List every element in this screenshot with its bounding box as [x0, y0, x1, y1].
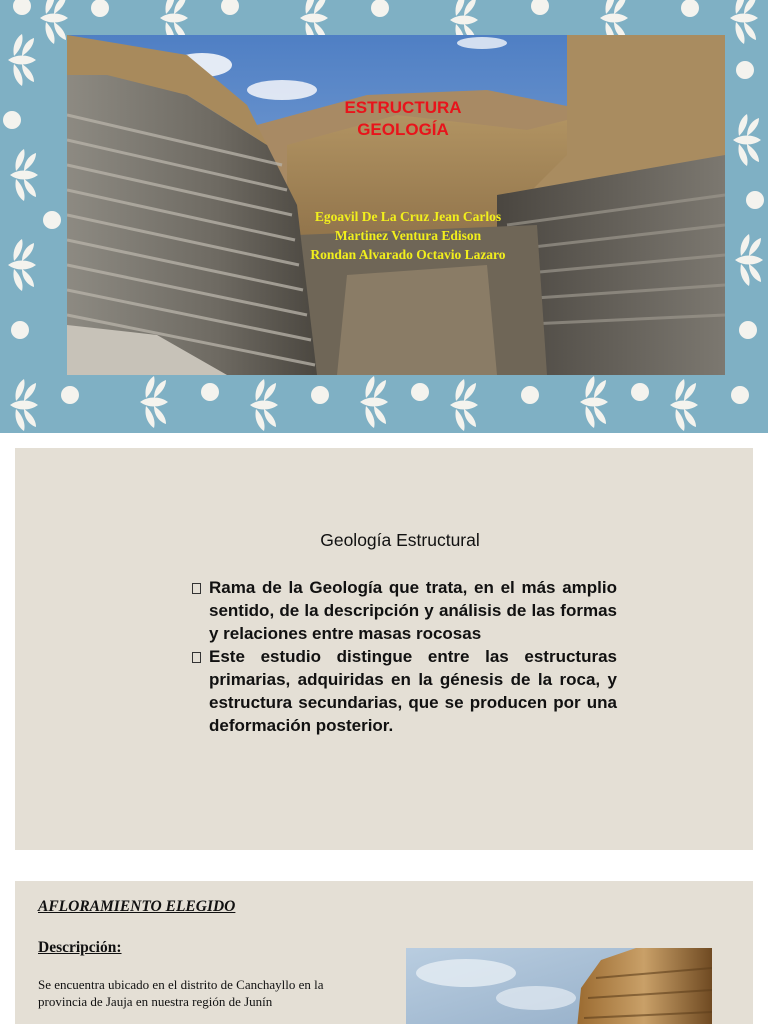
title-line: ESTRUCTURA: [344, 98, 462, 117]
description-label: Descripción:: [38, 939, 122, 956]
author-name: Rondan Alvarado Octavio Lazaro: [310, 247, 506, 262]
definition-slide: [15, 448, 753, 850]
canyon-photo: [67, 35, 725, 375]
outcrop-slide: [15, 881, 753, 1024]
bullet-text: Este estudio distingue entre las estructuras primarias, adquiridas en la génesis de la roca, y estructura secundarias, que se producen por una deformación posterior.: [209, 647, 617, 735]
bullet-item: [192, 576, 617, 645]
bullet-list: [192, 576, 617, 737]
author-name: Martinez Ventura Edison: [334, 228, 482, 243]
slide-title: Geología Estructural: [320, 530, 480, 550]
author-name: Egoavil De La Cruz Jean Carlos: [314, 209, 502, 224]
slide-heading: AFLORAMIENTO ELEGIDO: [38, 898, 236, 915]
bullet-text: Rama de la Geología que trata, en el más amplio sentido, de la descripción y análisis de las formas y relaciones entre masas rocosas: [209, 578, 617, 643]
title-line: GEOLOGÍA: [357, 120, 449, 139]
bullet-item: [192, 645, 617, 737]
bullet-box-icon: [192, 652, 201, 663]
presentation-title: [67, 97, 739, 141]
author-list: [67, 207, 749, 264]
outcrop-photo: [406, 948, 712, 1024]
title-slide: [0, 0, 768, 433]
description-text: Se encuentra ubicado en el distrito de Canchayllo en la provincia de Jauja en nuestra región de Junín: [38, 977, 324, 1009]
bullet-box-icon: [192, 583, 201, 594]
